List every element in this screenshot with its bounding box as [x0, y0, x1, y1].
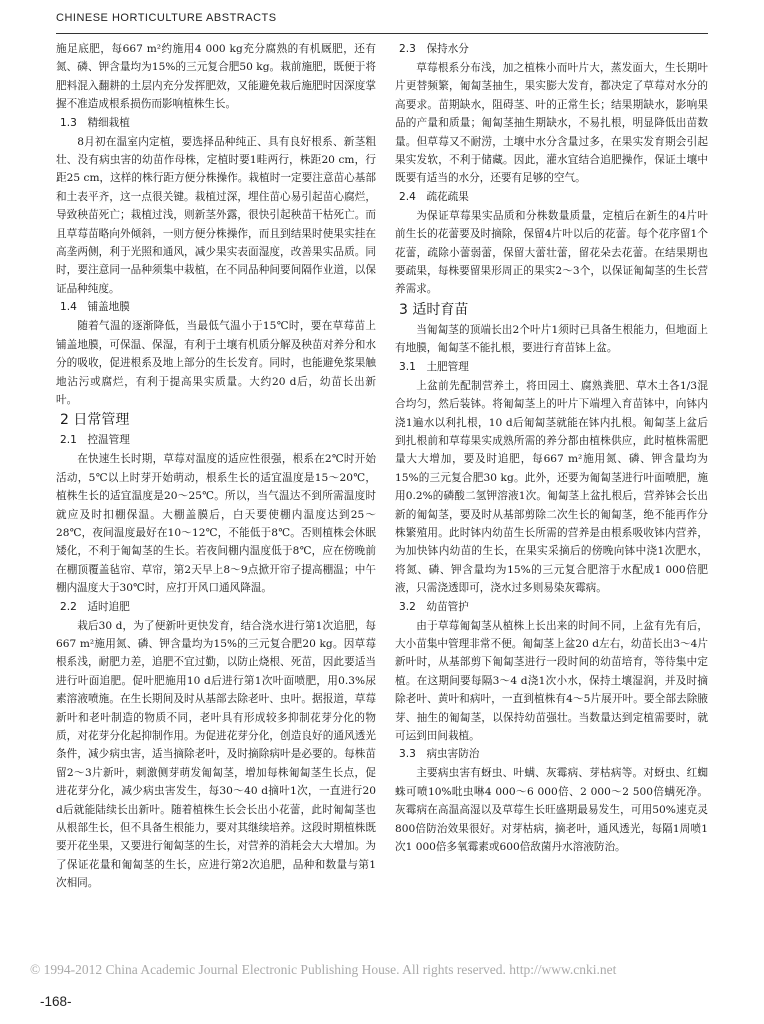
section-heading: 2.3 保持水分: [399, 43, 469, 55]
paragraph: 为保证草莓果实品质和分株数量质量，定植后在新生的4片叶前生长的花蕾要及时摘除，保留4片叶以后的花蕾。每个花序留1个花蕾，疏除小蕾弱蕾，保留大蕾壮蕾，留花朵去花蕾。在结果期也要疏果，每株要留果形周正的果实2～3个，以保证匍匐茎的生长营养需求。: [395, 209, 708, 296]
paragraph: 主要病虫害有蚜虫、叶螨、灰霉病、芽枯病等。对蚜虫、红蜘蛛可喷10%吡虫啉4 000～6 000倍、2 000～2 500倍螨死净。灰霉病在高温高湿以及草莓生长旺盛期最易发生，可用50%速克灵800倍防治效果很好。对芽枯病，摘老叶，通风透光，每隔1周喷1次1 000倍多氧霉素或600倍敌菌丹水溶液防治。: [395, 767, 708, 854]
header-rule: [56, 33, 708, 34]
paragraph: 栽后30 d，为了便新叶更快发育，结合浇水进行第1次追肥，每667 m²施用氮、磷、钾含量均为15%的三元复合肥20 kg。因草莓根系浅，耐肥力差，追肥不宜过勤，以防止烧根、死苗，因此要适当进行叶面追肥。促叶肥施用10 d后进行第1次叶面喷肥，用0.3%尿素溶液喷施。在生长期间及时从基部去除老叶、虫叶。据报道，草莓新叶和老叶制造的物质不同，老叶具有形成较多抑制花芽分化的物质，对花芽分化起抑制作用。为促进花芽分化，创造良好的通风透光条件，减少病虫害，适当摘除老叶，及时摘除病叶是必要的。每株苗留2～3片新叶，刺激侧芽萌发匍匐茎，增加每株匍匐茎生长点，促进花芽分化，减少病虫害发生，每30～40 d摘叶1次，一直进行20 d后就能陆续长出新叶。随着植株生长会长出小花蕾，此时匍匐茎也从根部生长，但不具备生根能力，要对其继续培养。这段时期植株既要开花坐果，又要进行匍匐茎的生长，对营养的消耗会大大增加。为了保证花量和匍匐茎的生长，应进行第2次追肥，品种和数量与第1次相同。: [56, 619, 376, 890]
journal-header: CHINESE HORTICULTURE ABSTRACTS: [56, 12, 277, 24]
paragraph: 当匍匐茎的顶端长出2个叶片1须时已具备生根能力，但地面上有地膜，匍匐茎不能扎根，要进行育苗钵上盆。: [395, 323, 708, 355]
section-heading: 1.4 铺盖地膜: [60, 301, 130, 314]
paragraph: 上盆前先配制营养土，将田园土、腐熟粪肥、草木土各1/3混合均匀，然后装钵。将匍匐茎上的叶片下端埋入育苗钵中，向钵内浇1遍水以利扎根，10 d后匍匐茎就能在钵内扎根。匍匐茎上盆后到扎根前和草莓果实成熟所需的养分都由植株供应，此时植株需肥量大大增加，要及时追肥，每667 m²施用氮、磷、钾含量均为15%的三元复合肥30 kg。此外，还要为匍匐茎进行叶面喷肥，施用0.2%的磷酸二氢钾溶液1次。匍匐茎上盆扎根后，营养钵会长出新的匍匐茎，要及时从基部剪除二次生长的匍匐茎，绝不能再作分株繁殖用。此时钵内幼苗生长所需的营养是由根系吸收钵内营养，为加快钵内幼苗的生长，在果实采摘后的傍晚向钵中浇1次肥水，将氮、磷、钾含量均为15%的三元复合肥溶于水配成1 000倍肥液，只需浇透即可，浇水过多则易染灰霉病。: [395, 379, 708, 595]
paragraph: 随着气温的逐渐降低，当最低气温小于15℃时，要在草莓苗上铺盖地膜，可保温、保湿，有利于土壤有机质分解及秧苗对养分和水分的吸收，促进根系及地上部分的生长发育。同时，也能避免浆果触地沾污或腐烂，有利于提高果实质量。大约20 d后，幼苗长出新叶。: [56, 320, 376, 406]
paragraph: 施足底肥，每667 m²约施用4 000 kg充分腐熟的有机厩肥，还有氮、磷、钾含量均为15%的三元复合肥50 kg。栽前施肥，既便于将肥料混入翻耕的土层内充分发挥肥效，又能避免栽后施肥时因深度掌握不准造成根系损伤而影响植株生长。: [56, 43, 376, 111]
right-column: [395, 40, 708, 856]
copyright-watermark: © 1994-2012 China Academic Journal Electronic Publishing House. All rights reserved. http://www.cnki.net: [30, 962, 617, 977]
section-heading: 1.3 精细栽植: [60, 116, 130, 129]
left-column: [56, 40, 376, 893]
section-heading: 3.1 土肥管理: [399, 360, 469, 373]
section-heading: 3.3 病虫害防治: [399, 748, 480, 761]
chapter-heading: 3 适时育苗: [399, 301, 469, 318]
page-number: -168-: [40, 994, 72, 1009]
chapter-heading: 2 日常管理: [60, 412, 130, 429]
section-heading: 3.2 幼苗管护: [399, 600, 469, 613]
paragraph: 由于草莓匍匐茎从植株上长出来的时间不同，上盆有先有后，大小苗集中管理非常不便。匍匐茎上盆20 d左右，幼苗长出3～4片新叶时，从基部剪下匍匐茎进行一段时间的幼苗培育，等待集中定植。在这期间要每隔3～4 d浇1次小水，保持土壤湿润，并及时摘除老叶、黄叶和病叶，一直到植株有4～5片展开叶。要全部去除腋芽、抽生的匍匐茎，以保持幼苗强壮。当数量达到定植需要时，就可运到田间栽植。: [395, 619, 708, 742]
section-heading: 2.4 疏花疏果: [399, 190, 469, 203]
section-heading: 2.1 控温管理: [60, 434, 130, 447]
paragraph: 8月初在温室内定植，要选择品种纯正、具有良好根系、新茎粗壮、没有病虫害的幼苗作母株，定植时要1畦两行，株距20 cm，行距25 cm，这样的株行距方便分株操作。栽植时一定要注意苗心基部和土表平齐，这一点很关键。栽植过深，埋住苗心易引起苗心腐烂，导致秧苗死亡；栽植过浅，则新茎外露，很快引起秧苗干枯死亡。而且草莓苗略向外倾斜，一则方便分株操作，而且到结果时使果实挂在高垄两侧，利于光照和通风，减少果实表面湿度，改善果实品质。同时，要注意同一品种须集中栽植，在不同品种间要间隔作业道，以保证品种纯度。: [56, 135, 376, 295]
paragraph: 在快速生长时期，草莓对温度的适应性很强，根系在2℃时开始活动，5℃以上时芽开始萌动，根系生长的适宜温度是15～20℃，植株生长的适宜温度是20～25℃。所以，当气温达不到所需温度时就应及时扣棚保温。大棚盖膜后，白天要使棚内温度达到25～28℃，夜间温度最好在10～12℃，不能低于8℃。否则植株会休眠矮化，不利于匍匐茎的生长。若夜间棚内温度低于8℃，应在傍晚前在棚顶覆盖毡帘、草帘，第2天早上8～9点掀开帘子提高棚温；中午棚内温度大于30℃时，应打开风口通风降温。: [56, 453, 376, 595]
section-heading: 2.2 适时追肥: [60, 600, 130, 613]
paragraph: 草莓根系分布浅，加之植株小而叶片大，蒸发面大，生长期叶片更替频繁，匍匐茎抽生，果实膨大发育，都决定了草莓对水分的高要求。苗期缺水，阻碍茎、叶的正常生长；结果期缺水，影响果品的产量和质量；匍匐茎抽生期缺水，不易扎根，明显降低出苗数量。但草莓又不耐涝，土壤中水分含量过多，在果实发育期会引起果实发软，不利于储藏。因此，灌水宜结合追肥操作，保证土壤中既要有适当的水分，还要有足够的空气。: [395, 62, 708, 185]
